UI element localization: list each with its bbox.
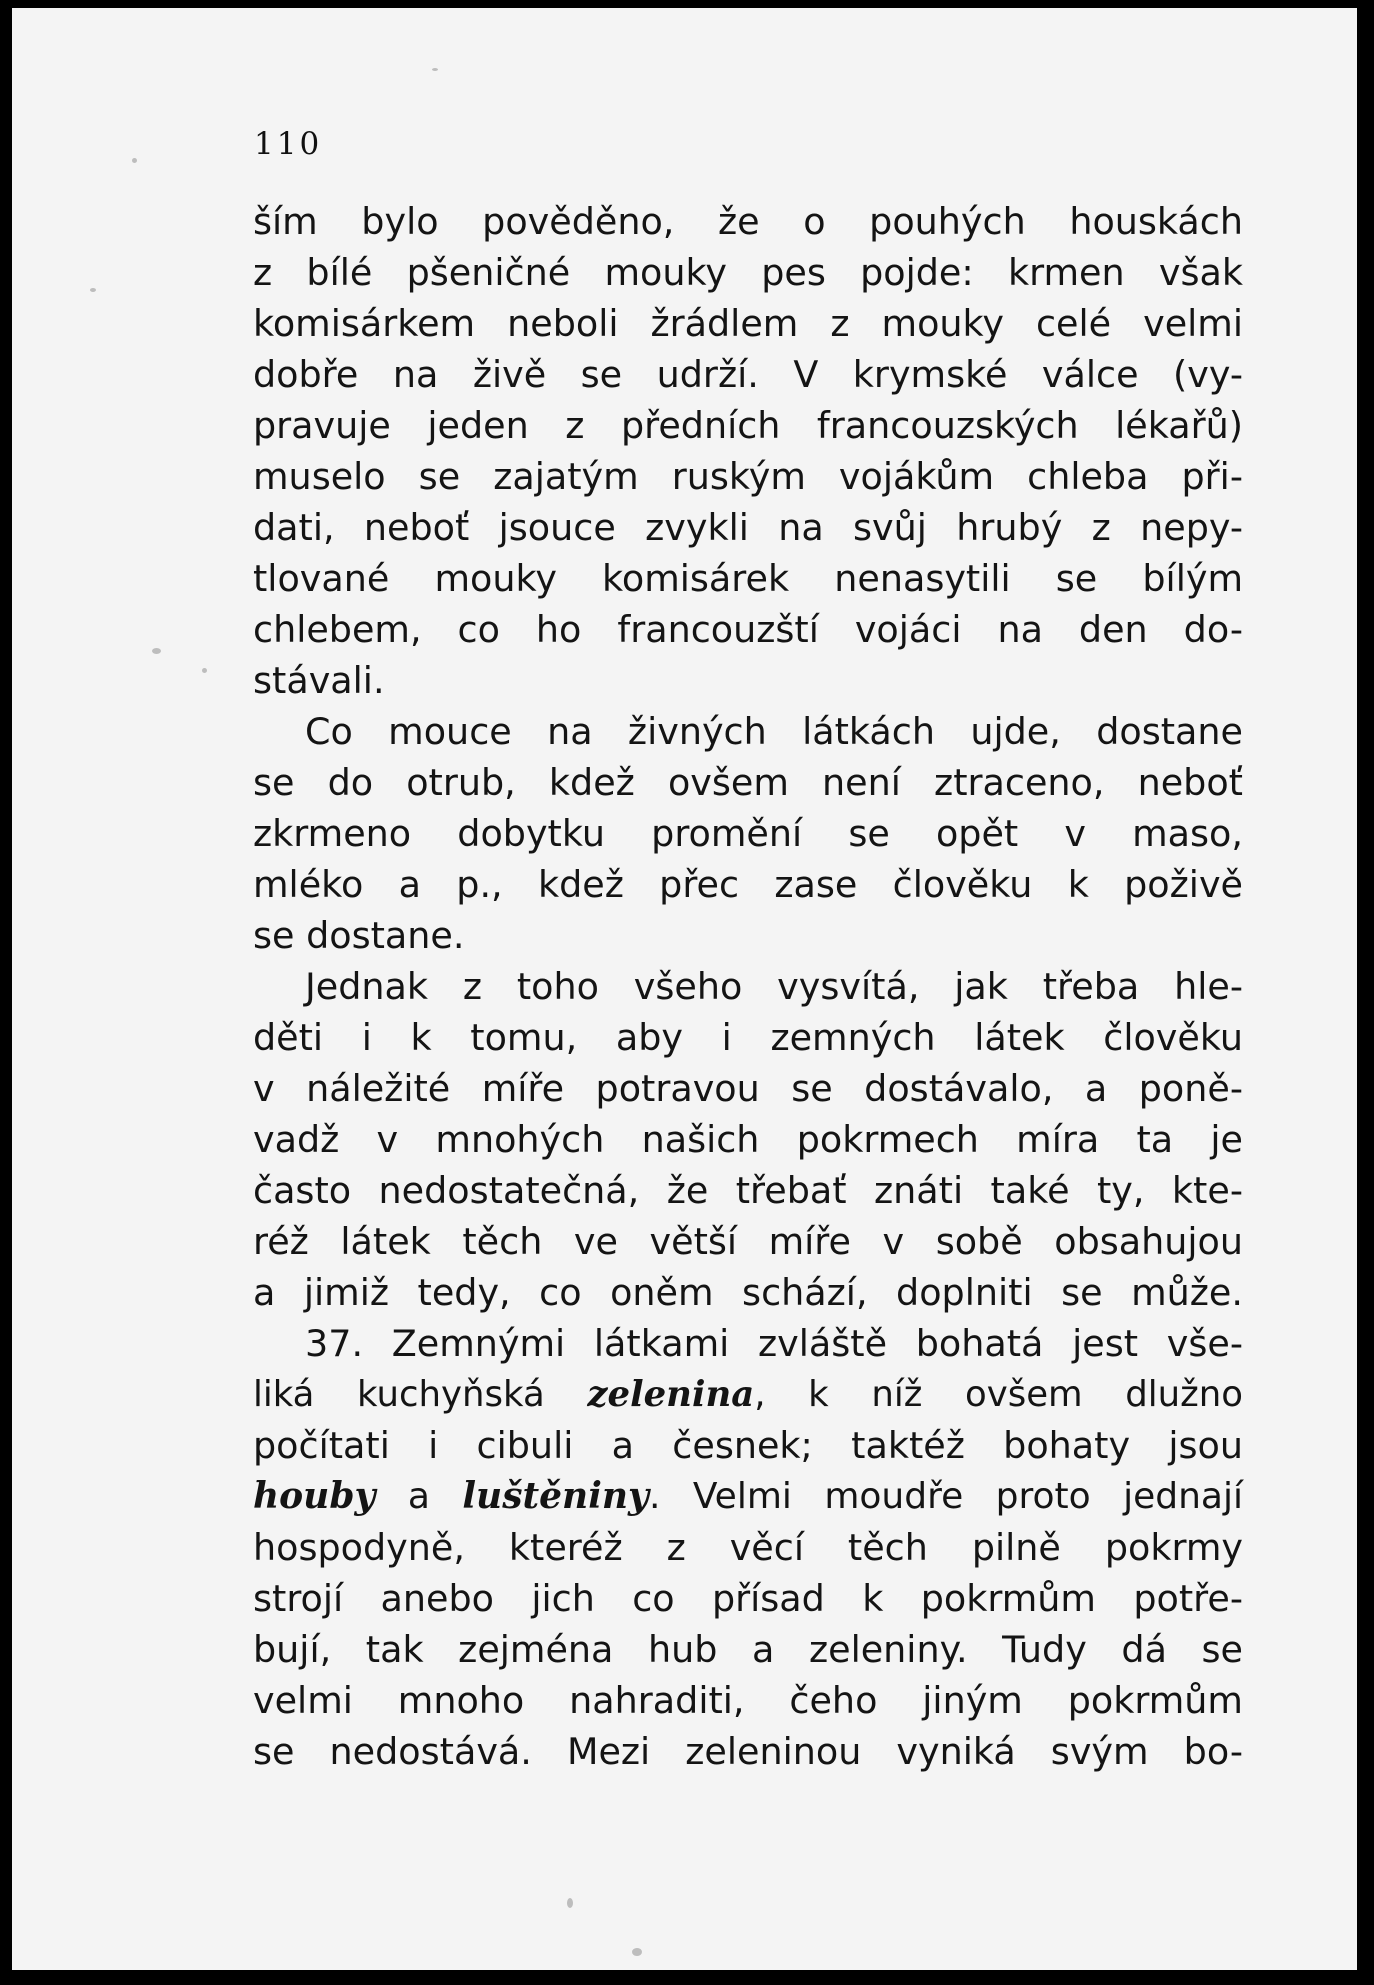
text-line: velmi mnoho nahraditi, čeho jiným pokrmům <box>253 1679 1243 1722</box>
italic-term: houby <box>253 1475 376 1517</box>
scan-speck <box>90 288 96 292</box>
text-line: a jimiž tedy, co oněm schází, doplniti se může. <box>253 1271 1243 1314</box>
text-line: chlebem, co ho francouzští vojáci na den do- <box>253 608 1243 651</box>
page-number: 110 <box>254 126 323 162</box>
text-line: z bílé pšeničné mouky pes pojde: krmen však <box>253 251 1243 294</box>
text-line: stávali. <box>253 659 385 702</box>
text-line: dati, neboť jsouce zvykli na svůj hrubý z nepy- <box>253 506 1243 549</box>
text-line: bují, tak zejména hub a zeleniny. Tudy dá se <box>253 1628 1243 1671</box>
text-line: tlované mouky komisárek nenasytili se bílým <box>253 557 1243 600</box>
scan-speck <box>567 1898 573 1908</box>
text-line: strojí anebo jich co přísad k pokrmům potře- <box>253 1577 1243 1620</box>
text-line: hospodyně, kteréž z věcí těch pilně pokrmy <box>253 1526 1243 1569</box>
text-line: pravuje jeden z předních francouzských lékařů) <box>253 404 1243 447</box>
scan-speck <box>632 1948 642 1956</box>
text-line: houby a luštěniny. Velmi moudře proto jednají <box>253 1475 1243 1517</box>
text-line: se do otrub, kdež ovšem není ztraceno, neboť <box>253 761 1243 804</box>
italic-term: luštěniny <box>462 1475 649 1517</box>
scan-speck <box>132 158 137 163</box>
italic-term: zelenina <box>587 1374 755 1415</box>
text-line: réž látek těch ve větší míře v sobě obsahujou <box>253 1220 1243 1263</box>
text-line: komisárkem neboli žrádlem z mouky celé velmi <box>253 302 1243 345</box>
text-line: liká kuchyňská zelenina, k níž ovšem dlužno <box>253 1374 1243 1415</box>
text-line: 37. Zemnými látkami zvláště bohatá jest vše- <box>305 1322 1243 1365</box>
text-line: vadž v mnohých našich pokrmech míra ta je <box>253 1118 1243 1161</box>
text-line: často nedostatečná, že třebať znáti také ty, kte- <box>253 1169 1243 1212</box>
text-line: v náležité míře potravou se dostávalo, a poně- <box>253 1067 1243 1110</box>
text-line: děti i k tomu, aby i zemných látek člověku <box>253 1016 1243 1059</box>
text-line: počítati i cibuli a česnek; taktéž bohaty jsou <box>253 1424 1243 1467</box>
text-line: Jednak z toho všeho vysvítá, jak třeba hle- <box>305 965 1243 1008</box>
scan-speck <box>432 68 438 71</box>
text-line: Co mouce na živných látkách ujde, dostane <box>305 710 1243 753</box>
text-line: zkrmeno dobytku promění se opět v maso, <box>253 812 1243 855</box>
text-line: se nedostává. Mezi zeleninou vyniká svým bo- <box>253 1730 1243 1773</box>
book-page <box>12 8 1357 1970</box>
text-line: muselo se zajatým ruským vojákům chleba při- <box>253 455 1243 498</box>
scan-speck <box>202 668 207 673</box>
text-line: mléko a p., kdež přec zase člověku k poživě <box>253 863 1243 906</box>
text-line: ším bylo pověděno, že o pouhých houskách <box>253 200 1243 243</box>
text-line: dobře na živě se udrží. V krymské válce (vy- <box>253 353 1243 396</box>
body-text <box>253 196 1243 1777</box>
text-line: se dostane. <box>253 914 465 957</box>
scan-speck <box>152 648 161 654</box>
